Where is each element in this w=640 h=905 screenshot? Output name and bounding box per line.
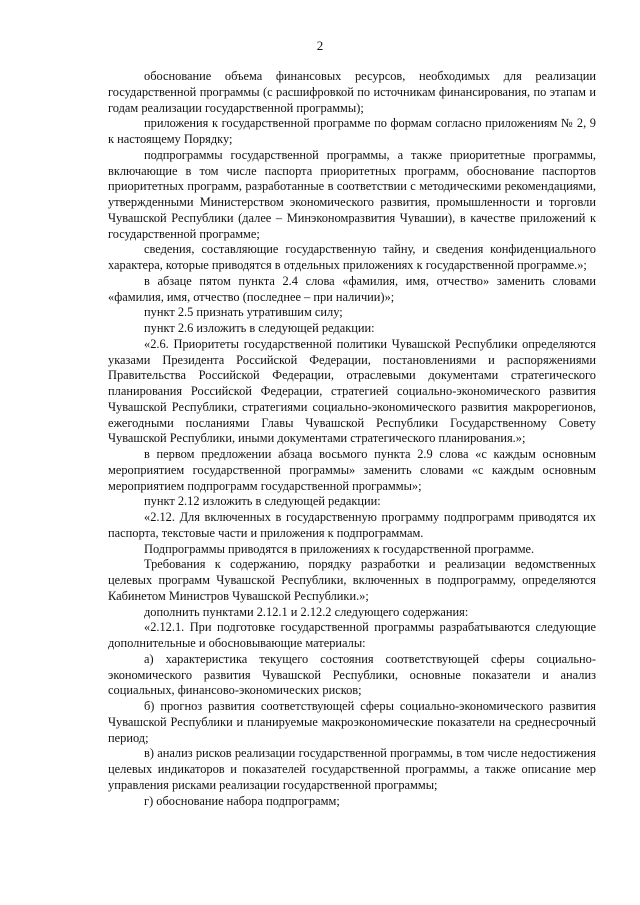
paragraph: а) характеристика текущего состояния соответствующей сферы социально-экономического развития Чувашской Республики, основные показатели и анализ социальных, финансово-экономических рисков; bbox=[108, 651, 596, 698]
document-body bbox=[108, 69, 596, 809]
paragraph: в) анализ рисков реализации государственной программы, в том числе недостижения целевых индикаторов и показателей государственной программы, а также описание мер управления рисками реализации государственной программы; bbox=[108, 746, 596, 792]
paragraph: «2.12. Для включенных в государственную программу подпрограмм приводятся их паспорта, текстовые части и приложения к подпрограммам. bbox=[108, 510, 596, 540]
paragraph: Подпрограммы приводятся в приложениях к государственной программе. bbox=[144, 541, 535, 556]
paragraph: пункт 2.12 изложить в следующей редакции: bbox=[144, 494, 381, 509]
paragraph: б) прогноз развития соответствующей сферы социально-экономического развития Чувашской Республики и планируемые макроэкономические показатели на среднесрочный период; bbox=[108, 699, 596, 745]
paragraph: обоснование объема финансовых ресурсов, необходимых для реализации государственной программы (с расшифровкой по источникам финансирования, по этапам и годам реализации государственной программы); bbox=[108, 69, 596, 115]
paragraph: пункт 2.5 признать утратившим силу; bbox=[144, 305, 343, 320]
paragraph: подпрограммы государственной программы, а также приоритетные программы, включающие в том числе паспорта приоритетных программ, обоснование паспортов приоритетных программ, разработанные в соответствии с методическими рекомендациями, утвержденными Министерством экономического развития, промышленности и торговли Чувашской Республики (далее – Минэкономразвития Чувашии), в качестве приложений к государственной программе; bbox=[108, 147, 596, 241]
page-number: 2 bbox=[316, 38, 324, 53]
paragraph: в абзаце пятом пункта 2.4 слова «фамилия, имя, отчество» заменить словами «фамилия, имя, отчество (последнее – при наличии)»; bbox=[108, 273, 596, 304]
paragraph: дополнить пунктами 2.12.1 и 2.12.2 следующего содержания: bbox=[144, 604, 469, 619]
paragraph: «2.12.1. При подготовке государственной программы разрабатываются следующие дополнительные и обосновывающие материалы: bbox=[108, 620, 596, 650]
paragraph: сведения, составляющие государственную тайну, и сведения конфиденциального характера, которые приводятся в отдельных приложениях к государственной программе.»; bbox=[108, 242, 596, 272]
paragraph: приложения к государственной программе по формам согласно приложениям № 2, 9 к настоящему Порядку; bbox=[108, 116, 596, 146]
paragraph: пункт 2.6 изложить в следующей редакции: bbox=[144, 321, 375, 335]
paragraph: Требования к содержанию, порядку разработки и реализации ведомственных целевых программ Чувашской Республики, включенных в подпрограмму, определяются Кабинетом Министров Чувашской Республики.»; bbox=[108, 557, 596, 603]
paragraph: в первом предложении абзаца восьмого пункта 2.9 слова «с каждым основным мероприятием государственной программы» заменить словами «с каждым основным мероприятием подпрограмм государственной программы»; bbox=[108, 447, 596, 493]
paragraph: г) обоснование набора подпрограмм; bbox=[144, 793, 340, 808]
paragraph: «2.6. Приоритеты государственной политики Чувашской Республики определяются указами Президента Российской Федерации, постановлениями и распоряжениями Правительства Российской Федерации, отраслевыми документами стратегического планирования Российской Федерации, стратегией социально-экономического развития Чувашской Республики, стратегиями социально-экономического развития макрорегионов, ежегодными посланиями Главы Чувашской Республики Государственному Совету Чувашской Республики, иными документами стратегического планирования.»; bbox=[108, 336, 596, 446]
